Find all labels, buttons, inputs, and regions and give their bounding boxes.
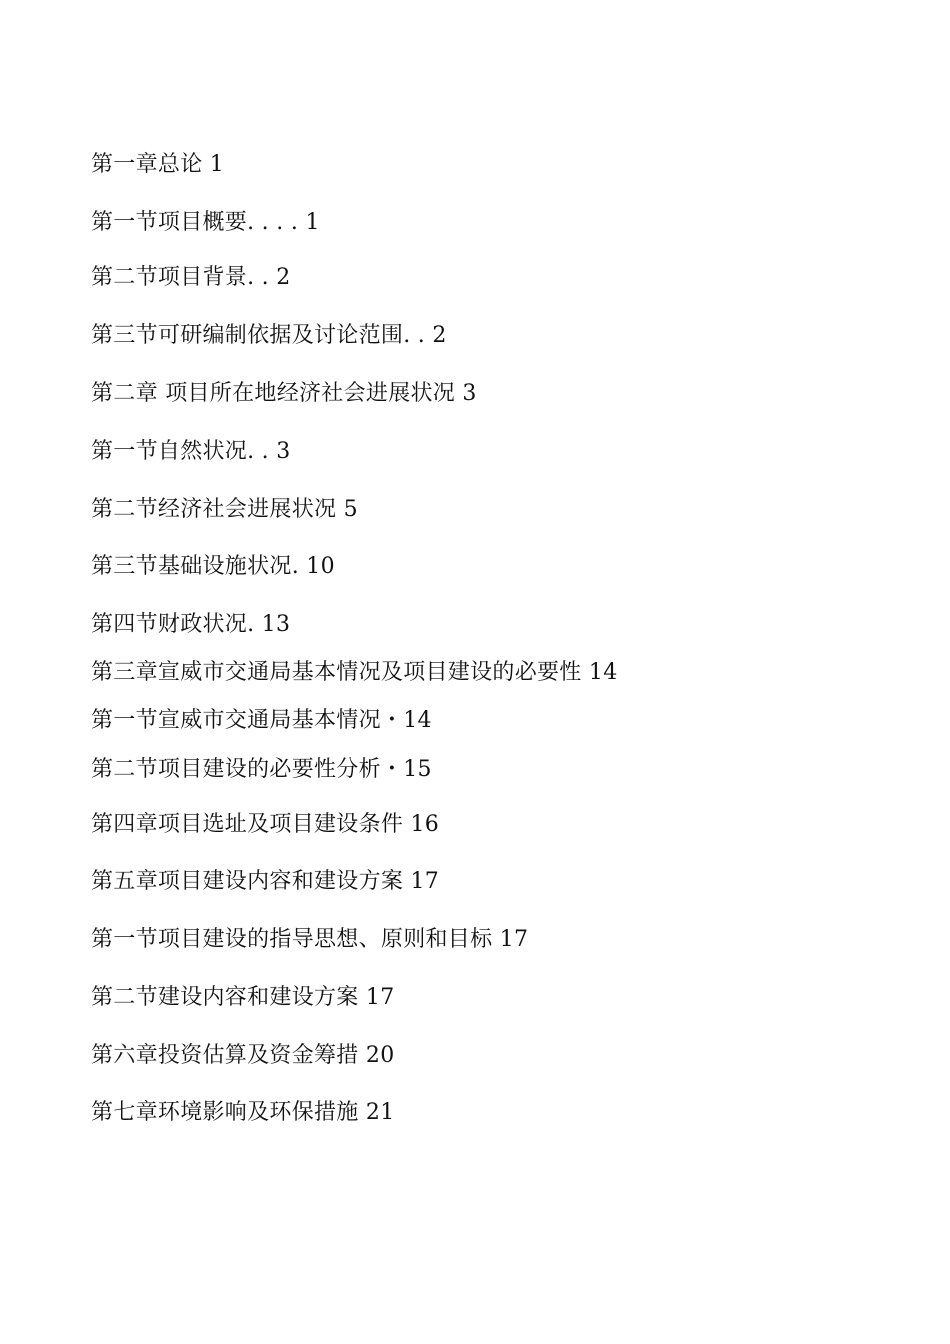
toc-entry-section[interactable]: 第三节可研编制依据及讨论范围. . 2 — [91, 323, 447, 348]
toc-entry-section[interactable]: 第二节建设内容和建设方案 17 — [91, 985, 395, 1010]
toc-entry-chapter-4[interactable]: 第四章项目选址及项目建设条件 16 — [91, 812, 440, 837]
toc-entry-chapter-7[interactable]: 第七章环境影响及环保措施 21 — [91, 1100, 395, 1125]
toc-entry-chapter-6[interactable]: 第六章投资估算及资金筹措 20 — [91, 1043, 395, 1068]
toc-entry-chapter-2[interactable]: 第二章 项目所在地经济社会进展状况 3 — [91, 381, 477, 406]
toc-entry-section[interactable]: 第二节经济社会进展状况 5 — [91, 497, 358, 522]
toc-entry-section[interactable]: 第四节财政状况. 13 — [91, 612, 291, 637]
toc-entry-chapter-5[interactable]: 第五章项目建设内容和建设方案 17 — [91, 869, 440, 894]
toc-entry-section[interactable]: 第二节项目建设的必要性分析・15 — [91, 757, 432, 782]
toc-entry-section[interactable]: 第一节宣威市交通局基本情况・14 — [91, 708, 432, 733]
toc-entry-section[interactable]: 第一节项目概要. . . . 1 — [91, 210, 320, 235]
toc-entry-section[interactable]: 第二节项目背景. . 2 — [91, 265, 291, 290]
toc-entry-chapter-1[interactable]: 第一章总论 1 — [91, 152, 225, 177]
table-of-contents — [91, 0, 931, 1344]
toc-entry-section[interactable]: 第一节项目建设的指导思想、原则和目标 17 — [91, 927, 529, 952]
toc-entry-section[interactable]: 第三节基础设施状况. 10 — [91, 554, 335, 579]
toc-entry-section[interactable]: 第一节自然状况. . 3 — [91, 439, 291, 464]
toc-entry-chapter-3[interactable]: 第三章宣威市交通局基本情况及项目建设的必要性 14 — [91, 660, 618, 685]
